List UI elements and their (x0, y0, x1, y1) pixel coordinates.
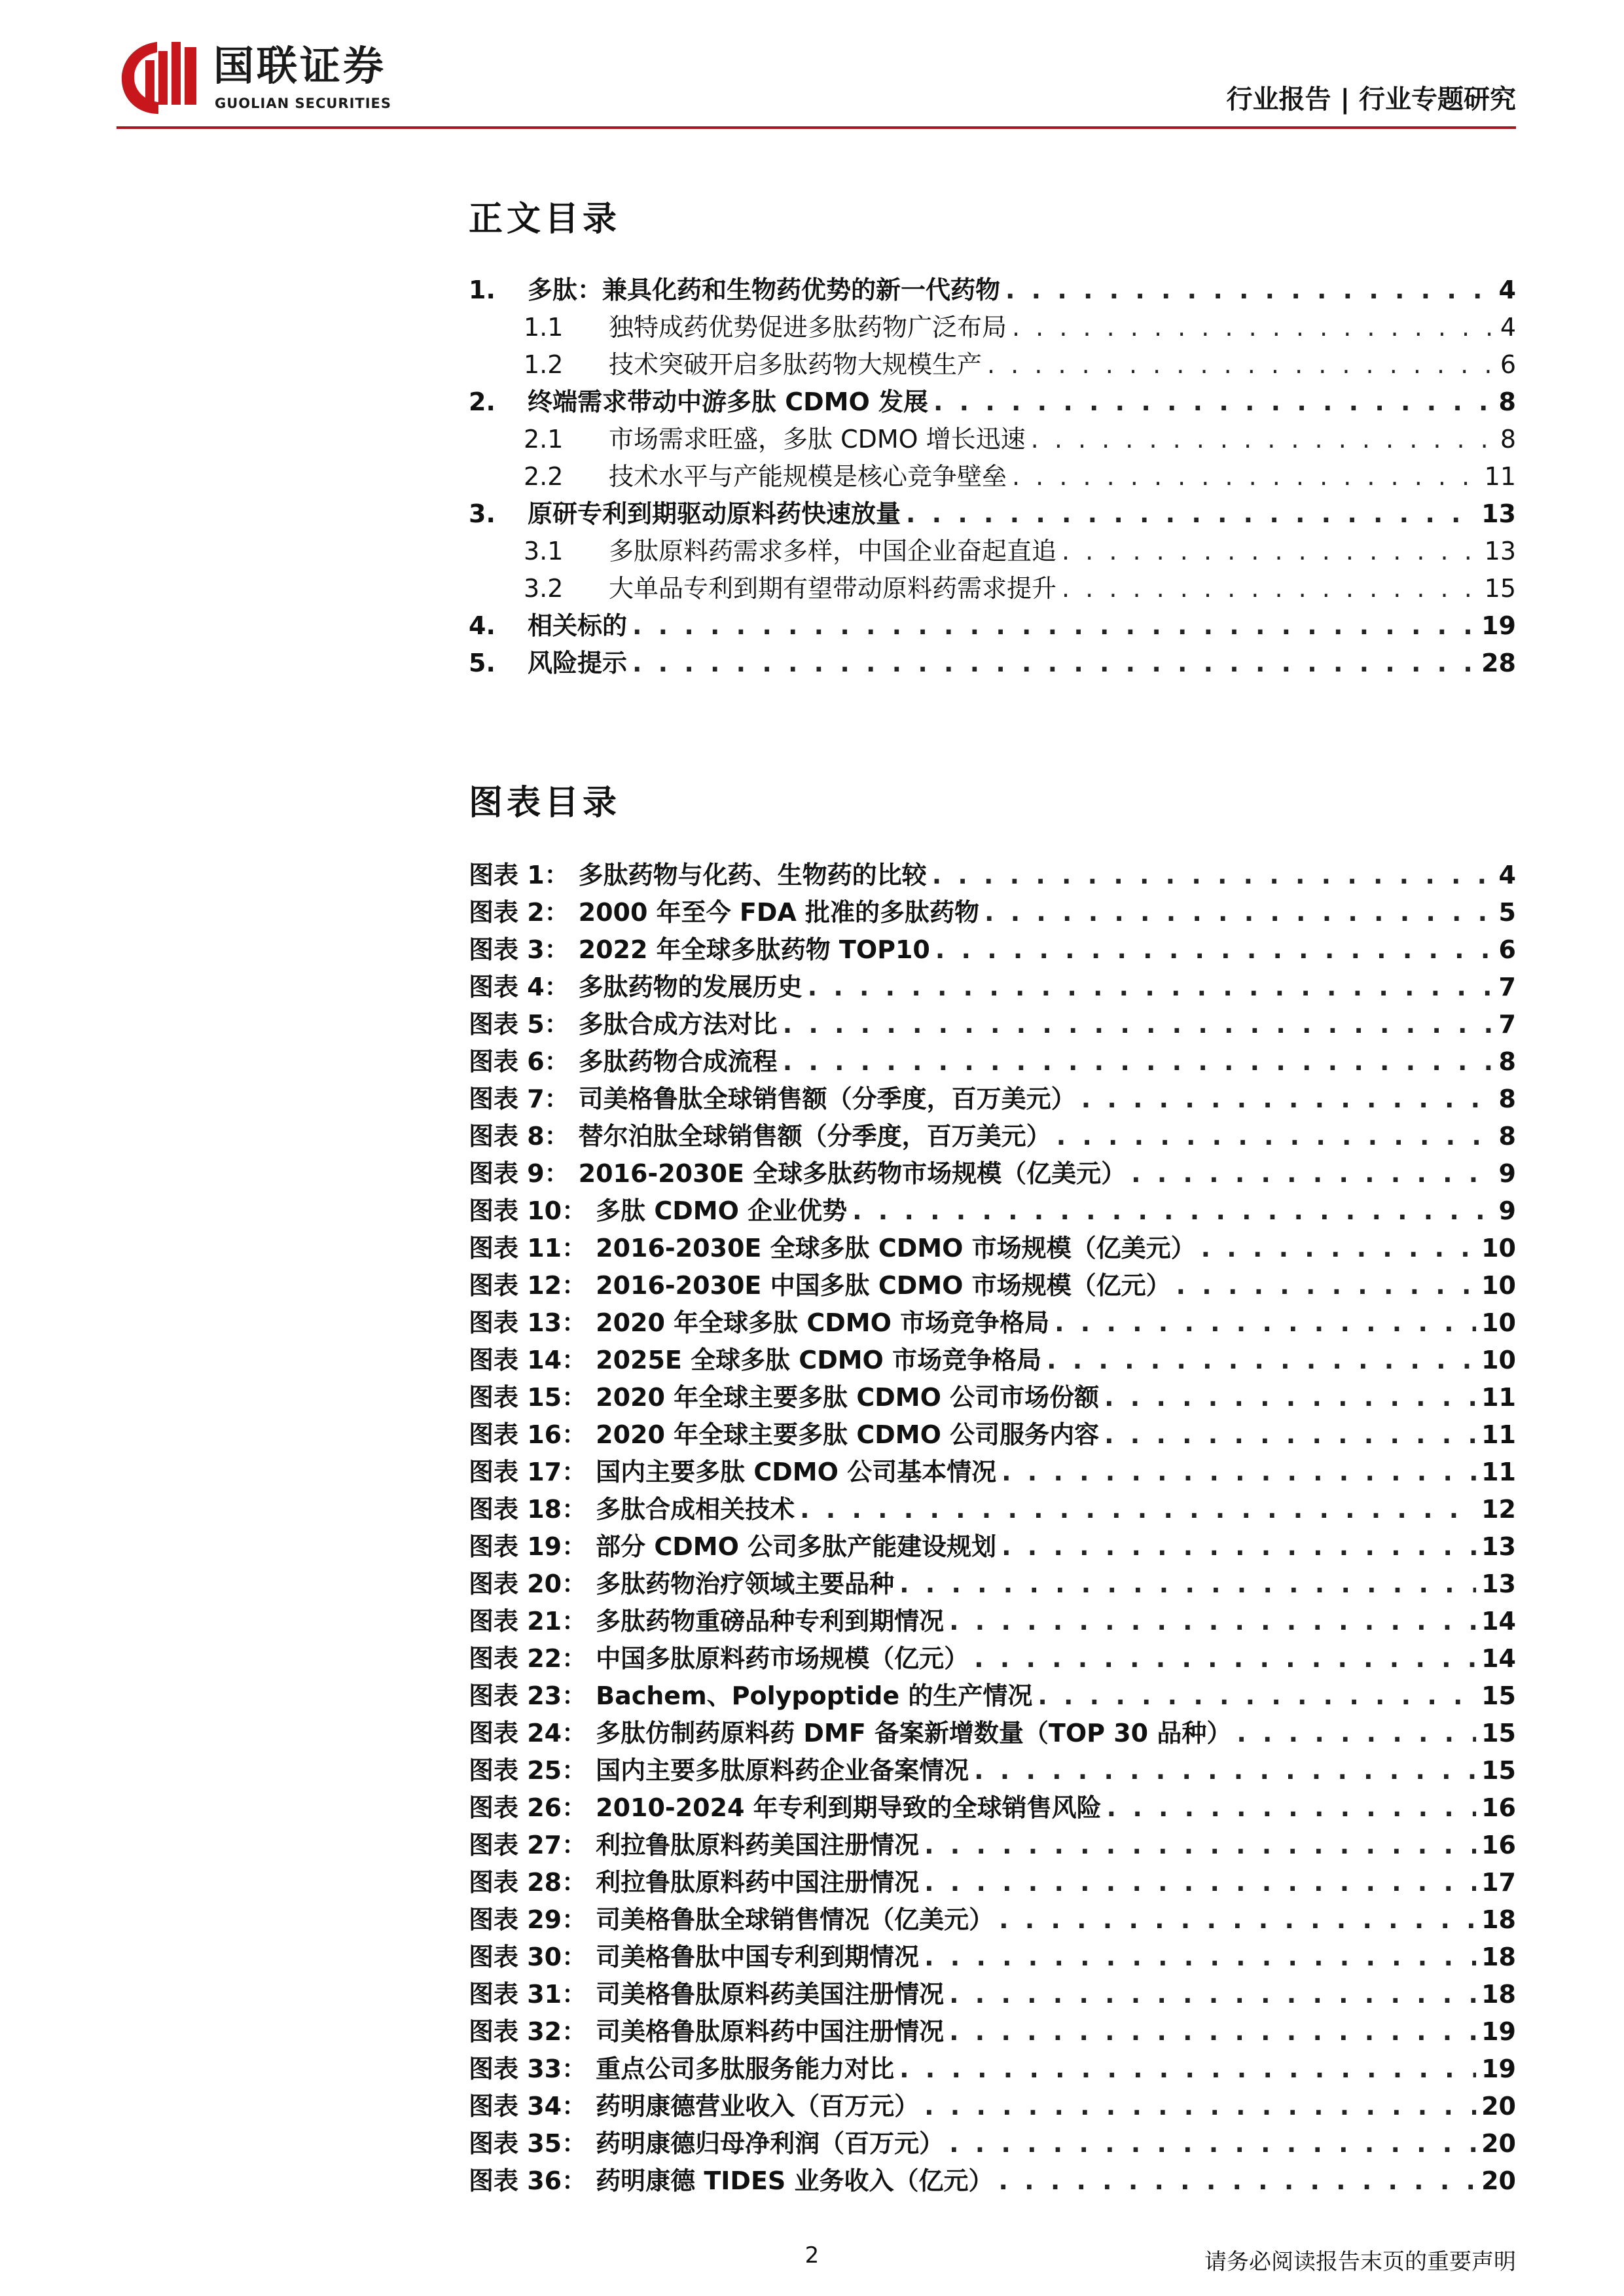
section-number: 1. (469, 276, 496, 304)
page-ref: 18 (1481, 1905, 1516, 1934)
guolian-emblem-icon (117, 38, 202, 117)
figure-number: 图表 14： (469, 1346, 587, 1374)
figure-title: 多肽药物与化药、生物药的比较 (578, 861, 927, 889)
figure-title: 多肽药物治疗领域主要品种 (596, 1570, 895, 1598)
page-ref: 18 (1481, 1980, 1516, 2009)
figure-entry[interactable] (469, 1338, 1516, 1376)
section-number: 4. (469, 611, 496, 640)
page-ref: 14 (1481, 1644, 1516, 1673)
toc-entry[interactable] (469, 343, 1516, 380)
figure-entry[interactable] (469, 1637, 1516, 1674)
dot-leader (632, 647, 1476, 679)
toc-entry[interactable] (469, 492, 1516, 529)
figure-number: 图表 23： (469, 1681, 587, 1710)
section-title: 独特成药优势促进多肽药物广泛布局 (609, 313, 1007, 342)
figure-title: 2025E 全球多肽 CDMO 市场竞争格局 (596, 1346, 1042, 1374)
page-ref: 15 (1484, 574, 1516, 603)
page-ref: 16 (1481, 1831, 1516, 1859)
figure-number: 图表 2： (469, 898, 569, 927)
dot-leader (1201, 1232, 1476, 1264)
page-ref: 10 (1481, 1271, 1516, 1300)
figure-title: 部分 CDMO 公司多肽产能建设规划 (596, 1532, 997, 1561)
dot-leader (1038, 1680, 1476, 1712)
page-ref: 15 (1481, 1681, 1516, 1710)
figure-number: 图表 30： (469, 1943, 587, 1971)
figure-title: 药明康德归母净利润（百万元） (596, 2129, 945, 2158)
dot-leader (935, 934, 1494, 965)
figure-entry[interactable] (469, 1227, 1516, 1264)
figure-number: 图表 35： (469, 2129, 587, 2158)
page-ref: 9 (1498, 1159, 1516, 1188)
figure-entry[interactable] (469, 1152, 1516, 1189)
figure-number: 图表 4： (469, 973, 569, 1001)
dot-leader (1062, 535, 1479, 567)
dot-leader (949, 1979, 1476, 2010)
figure-title: 重点公司多肽服务能力对比 (596, 2054, 895, 2083)
figure-entry[interactable] (469, 1450, 1516, 1488)
section-title: 原研专利到期驱动原料药快速放量 (528, 499, 901, 528)
dot-leader (1104, 1382, 1476, 1413)
figure-title: 多肽药物合成流程 (578, 1047, 778, 1076)
dot-leader (1012, 461, 1479, 492)
figure-entry[interactable] (469, 1935, 1516, 1973)
figure-entry[interactable] (469, 1003, 1516, 1040)
figure-number: 图表 32： (469, 2017, 587, 2046)
figure-number: 图表 3： (469, 935, 569, 964)
figure-entry[interactable] (469, 1973, 1516, 2010)
figure-number: 图表 15： (469, 1383, 587, 1412)
toc-entry[interactable] (469, 604, 1516, 641)
section-title: 市场需求旺盛，多肽 CDMO 增长迅速 (609, 425, 1026, 454)
figure-number: 图表 7： (469, 1085, 569, 1113)
dot-leader (924, 1829, 1476, 1861)
dot-leader (999, 1904, 1476, 1935)
section-number: 3. (469, 499, 496, 528)
section-title: 终端需求带动中游多肽 CDMO 发展 (528, 387, 929, 416)
figure-title: 多肽合成方法对比 (578, 1010, 778, 1039)
dot-leader (1031, 423, 1495, 455)
dot-leader (852, 1195, 1493, 1227)
figure-number: 图表 34： (469, 2092, 587, 2121)
dot-leader (1056, 1121, 1494, 1152)
figure-entry[interactable] (469, 1600, 1516, 1637)
figure-title: 2020 年全球主要多肽 CDMO 公司市场份额 (596, 1383, 1100, 1412)
toc-entry[interactable] (469, 641, 1516, 679)
figure-number: 图表 9： (469, 1159, 569, 1188)
page-ref: 13 (1481, 499, 1516, 528)
dot-leader (1001, 1531, 1476, 1562)
figure-title: 药明康德营业收入（百万元） (596, 2092, 920, 2121)
figure-entry[interactable] (469, 1376, 1516, 1413)
section-number: 1.2 (524, 350, 564, 379)
page-header (0, 0, 1624, 131)
figure-entry[interactable] (469, 2085, 1516, 2122)
section-title: 多肽：兼具化药和生物药优势的新一代药物 (528, 276, 1001, 304)
page-ref: 19 (1481, 611, 1516, 640)
page-ref: 17 (1481, 1868, 1516, 1897)
figure-entry[interactable] (469, 1488, 1516, 1525)
page-ref: 8 (1498, 1047, 1516, 1076)
figure-entry[interactable] (469, 1861, 1516, 1898)
figure-title: 替尔泊肽全球销售额（分季度，百万美元） (578, 1122, 1051, 1151)
figure-entry[interactable] (469, 1040, 1516, 1077)
figure-number: 图表 27： (469, 1831, 587, 1859)
page-ref: 8 (1498, 387, 1516, 416)
figure-number: 图表 33： (469, 2054, 587, 2083)
dot-leader (999, 2165, 1477, 2197)
dot-leader (984, 897, 1494, 928)
logo-english-name: GUOLIAN SECURITIES (215, 96, 391, 111)
figure-number: 图表 20： (469, 1570, 587, 1598)
figure-number: 图表 12： (469, 1271, 587, 1300)
figure-number: 图表 19： (469, 1532, 587, 1561)
dot-leader (974, 1755, 1476, 1786)
section-title: 技术水平与产能规模是核心竞争壁垒 (609, 462, 1007, 491)
page-ref: 8 (1500, 425, 1516, 454)
figure-title: 司美格鲁肽全球销售额（分季度，百万美元） (578, 1085, 1076, 1113)
page-ref: 6 (1498, 935, 1516, 964)
page-ref: 6 (1500, 350, 1516, 379)
page-ref: 15 (1481, 1719, 1516, 1748)
figure-number: 图表 21： (469, 1607, 587, 1636)
figures-list (469, 853, 1516, 2197)
toc-entry[interactable] (469, 529, 1516, 567)
figure-title: 多肽药物重磅品种专利到期情况 (596, 1607, 945, 1636)
report-category: 行业报告 | 行业专题研究 (1226, 84, 1516, 115)
dot-leader (1001, 1456, 1476, 1488)
section-number: 2.2 (524, 462, 564, 491)
figures-title: 图表目录 (469, 783, 621, 823)
dot-leader (1005, 274, 1494, 306)
figure-number: 图表 1： (469, 861, 569, 889)
figure-title: 2016-2030E 中国多肽 CDMO 市场规模（亿元） (596, 1271, 1171, 1300)
dot-leader (924, 1867, 1476, 1898)
dot-leader (1107, 1792, 1476, 1823)
section-number: 2.1 (524, 425, 564, 454)
figure-entry[interactable] (469, 1674, 1516, 1712)
page-ref: 4 (1498, 276, 1516, 304)
dot-leader (924, 2090, 1476, 2122)
page-ref: 19 (1481, 2054, 1516, 2083)
figure-number: 图表 36： (469, 2166, 587, 2195)
page-ref: 10 (1481, 1234, 1516, 1263)
toc-entry[interactable] (469, 380, 1516, 418)
figure-title: 中国多肽原料药市场规模（亿元） (596, 1644, 969, 1673)
figure-number: 图表 11： (469, 1234, 587, 1263)
figure-title: 利拉鲁肽原料药中国注册情况 (596, 1868, 920, 1897)
figure-title: 2020 年全球主要多肽 CDMO 公司服务内容 (596, 1420, 1100, 1449)
section-title: 大单品专利到期有望带动原料药需求提升 (609, 574, 1057, 603)
dot-leader (933, 386, 1494, 418)
figure-title: 2016-2030E 全球多肽药物市场规模（亿美元） (578, 1159, 1127, 1188)
figure-entry[interactable] (469, 2122, 1516, 2159)
page-ref: 4 (1500, 313, 1516, 342)
figure-entry[interactable] (469, 1712, 1516, 1749)
figure-title: 多肽 CDMO 企业优势 (596, 1196, 848, 1225)
figure-title: 2022 年全球多肽药物 TOP10 (578, 935, 930, 964)
figure-number: 图表 17： (469, 1458, 587, 1486)
figure-title: 国内主要多肽 CDMO 公司基本情况 (596, 1458, 997, 1486)
dot-leader (906, 498, 1476, 529)
dot-leader (783, 1046, 1494, 1077)
figure-number: 图表 24： (469, 1719, 587, 1748)
section-number: 3.1 (524, 537, 564, 565)
page-ref: 7 (1498, 1010, 1516, 1039)
figure-number: 图表 13： (469, 1308, 587, 1337)
figure-number: 图表 22： (469, 1644, 587, 1673)
dot-leader (1012, 312, 1495, 343)
logo-chinese-name: 国联证券 (213, 42, 387, 90)
figure-entry[interactable] (469, 1189, 1516, 1227)
figure-title: 多肽药物的发展历史 (578, 973, 803, 1001)
figure-title: 利拉鲁肽原料药美国注册情况 (596, 1831, 920, 1859)
page-ref: 15 (1481, 1756, 1516, 1785)
toc-entry[interactable] (469, 567, 1516, 604)
figure-number: 图表 18： (469, 1495, 587, 1524)
figure-title: Bachem、Polypoptide 的生产情况 (596, 1681, 1033, 1710)
section-title: 技术突破开启多肽药物大规模生产 (609, 350, 983, 379)
dot-leader (949, 1605, 1476, 1637)
dot-leader (808, 971, 1494, 1003)
figure-number: 图表 29： (469, 1905, 587, 1934)
page-ref: 13 (1481, 1570, 1516, 1598)
dot-leader (800, 1494, 1476, 1525)
figure-entry[interactable] (469, 853, 1516, 891)
page-ref: 8 (1498, 1122, 1516, 1151)
dot-leader (1055, 1307, 1476, 1338)
figure-entry[interactable] (469, 1413, 1516, 1450)
page-ref: 5 (1498, 898, 1516, 927)
figure-entry[interactable] (469, 2047, 1516, 2085)
figure-number: 图表 25： (469, 1756, 587, 1785)
section-number: 1.1 (524, 313, 564, 342)
dot-leader (1104, 1419, 1476, 1450)
figure-number: 图表 31： (469, 1980, 587, 2009)
figure-number: 图表 5： (469, 1010, 569, 1039)
figure-entry[interactable] (469, 2159, 1516, 2197)
dot-leader (1176, 1270, 1476, 1301)
figure-entry[interactable] (469, 1786, 1516, 1823)
toc-list (469, 268, 1516, 679)
page-ref: 10 (1481, 1308, 1516, 1337)
page-ref: 4 (1498, 861, 1516, 889)
dot-leader (974, 1643, 1476, 1674)
page-ref: 11 (1484, 462, 1516, 491)
dot-leader (1236, 1717, 1476, 1749)
figure-entry[interactable] (469, 965, 1516, 1003)
page-ref: 12 (1481, 1495, 1516, 1524)
figure-entry[interactable] (469, 1749, 1516, 1786)
dot-leader (1062, 573, 1479, 604)
section-number: 2. (469, 387, 496, 416)
page-ref: 28 (1481, 649, 1516, 677)
figure-title: 药明康德 TIDES 业务收入（亿元） (596, 2166, 994, 2195)
page-ref: 10 (1481, 1346, 1516, 1374)
figure-entry[interactable] (469, 1115, 1516, 1152)
page-ref: 13 (1484, 537, 1516, 565)
dot-leader (932, 859, 1494, 891)
figure-title: 国内主要多肽原料药企业备案情况 (596, 1756, 969, 1785)
dot-leader (924, 1941, 1476, 1973)
page-ref: 20 (1481, 2129, 1516, 2158)
disclaimer-note: 请务必阅读报告末页的重要声明 (1204, 2249, 1516, 2275)
figure-title: 多肽仿制药原料药 DMF 备案新增数量（TOP 30 品种） (596, 1719, 1232, 1748)
dot-leader (987, 349, 1495, 380)
section-number: 3.2 (524, 574, 564, 603)
figure-title: 2016-2030E 全球多肽 CDMO 市场规模（亿美元） (596, 1234, 1196, 1263)
guolian-logo (117, 38, 431, 117)
figure-title: 2020 年全球多肽 CDMO 市场竞争格局 (596, 1308, 1050, 1337)
figure-entry[interactable] (469, 1264, 1516, 1301)
figure-entry[interactable] (469, 1823, 1516, 1861)
toc-entry[interactable] (469, 268, 1516, 306)
figure-entry[interactable] (469, 928, 1516, 965)
figure-entry[interactable] (469, 1898, 1516, 1935)
toc-entry[interactable] (469, 455, 1516, 492)
page-ref: 7 (1498, 973, 1516, 1001)
figure-number: 图表 26： (469, 1793, 587, 1822)
figure-entry[interactable] (469, 2010, 1516, 2047)
dot-leader (783, 1009, 1494, 1040)
figure-title: 司美格鲁肽中国专利到期情况 (596, 1943, 920, 1971)
page-ref: 11 (1481, 1420, 1516, 1449)
figure-title: 2010-2024 年专利到期导致的全球销售风险 (596, 1793, 1102, 1822)
section-title: 相关标的 (528, 611, 628, 640)
figure-entry[interactable] (469, 1525, 1516, 1562)
dot-leader (1081, 1083, 1494, 1115)
page-ref: 20 (1481, 2092, 1516, 2121)
figure-entry[interactable] (469, 1562, 1516, 1600)
page-ref: 13 (1481, 1532, 1516, 1561)
figure-number: 图表 28： (469, 1868, 587, 1897)
dot-leader (1047, 1344, 1476, 1376)
page-ref: 20 (1481, 2166, 1516, 2195)
section-title: 风险提示 (528, 649, 628, 677)
page-ref: 19 (1481, 2017, 1516, 2046)
figure-number: 图表 6： (469, 1047, 569, 1076)
figure-entry[interactable] (469, 1301, 1516, 1338)
page-ref: 16 (1481, 1793, 1516, 1822)
figure-number: 图表 16： (469, 1420, 587, 1449)
dot-leader (949, 2128, 1476, 2159)
figure-title: 司美格鲁肽原料药美国注册情况 (596, 1980, 945, 2009)
page-ref: 9 (1498, 1196, 1516, 1225)
header-divider (117, 126, 1516, 129)
page-ref: 11 (1481, 1383, 1516, 1412)
toc-entry[interactable] (469, 306, 1516, 343)
dot-leader (899, 1568, 1476, 1600)
toc-entry[interactable] (469, 418, 1516, 455)
figure-title: 2000 年至今 FDA 批准的多肽药物 (578, 898, 980, 927)
page-number: 2 (804, 2242, 820, 2269)
page-ref: 8 (1498, 1085, 1516, 1113)
section-number: 5. (469, 649, 496, 677)
page-ref: 14 (1481, 1607, 1516, 1636)
figure-entry[interactable] (469, 1077, 1516, 1115)
page-ref: 18 (1481, 1943, 1516, 1971)
figure-title: 司美格鲁肽原料药中国注册情况 (596, 2017, 945, 2046)
figure-entry[interactable] (469, 891, 1516, 928)
page-ref: 11 (1481, 1458, 1516, 1486)
figure-title: 司美格鲁肽全球销售情况（亿美元） (596, 1905, 994, 1934)
figure-title: 多肽合成相关技术 (596, 1495, 795, 1524)
section-title: 多肽原料药需求多样，中国企业奋起直追 (609, 537, 1057, 565)
figure-number: 图表 8： (469, 1122, 569, 1151)
toc-title: 正文目录 (469, 200, 621, 239)
dot-leader (899, 2053, 1476, 2085)
dot-leader (1131, 1158, 1493, 1189)
figure-number: 图表 10： (469, 1196, 587, 1225)
dot-leader (632, 610, 1476, 641)
dot-leader (949, 2016, 1476, 2047)
